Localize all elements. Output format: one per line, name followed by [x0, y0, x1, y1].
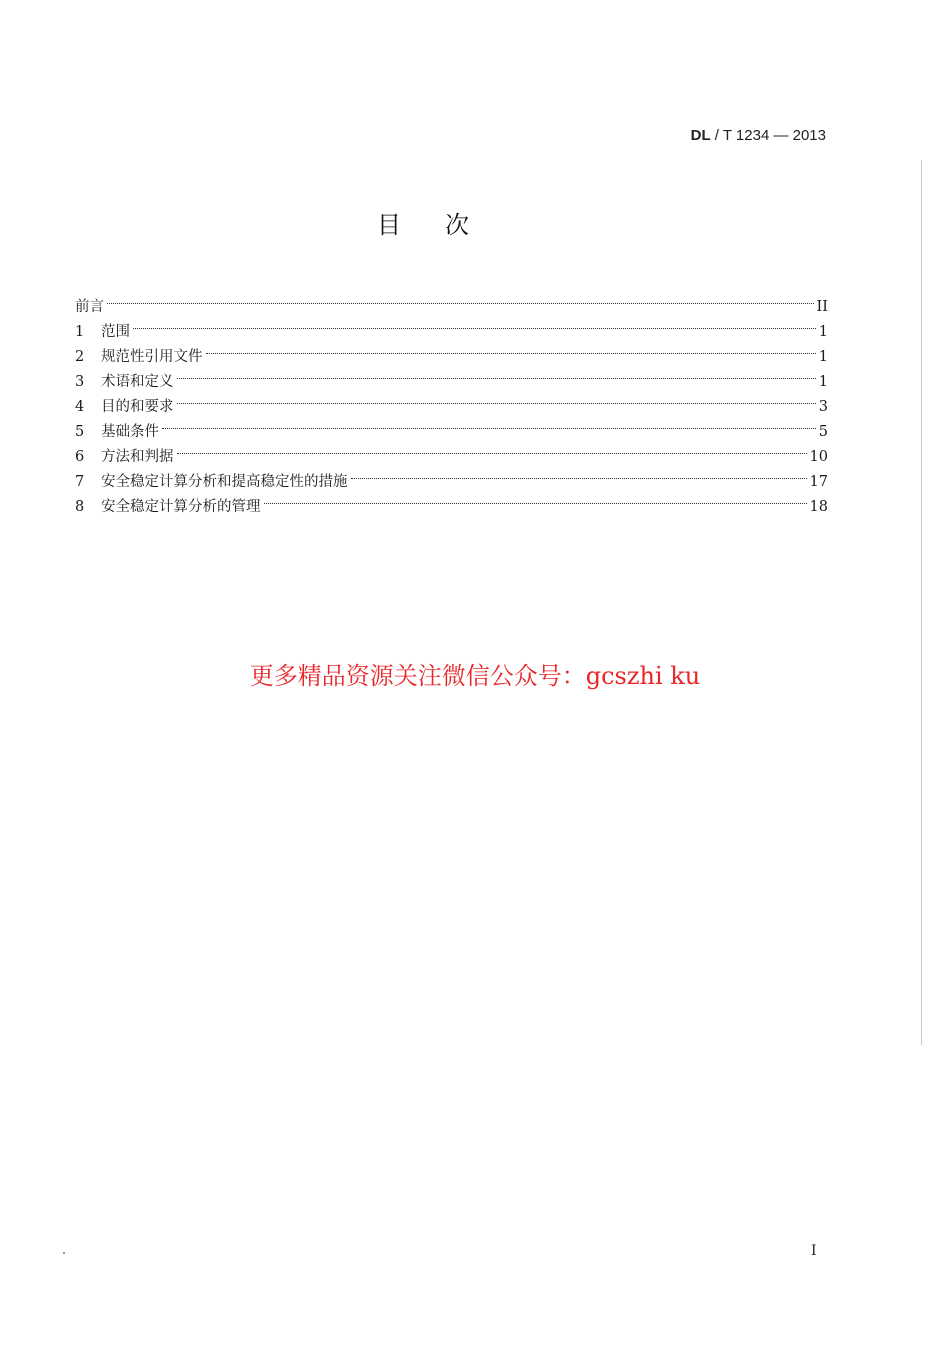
toc-leader-dots — [264, 486, 807, 511]
toc-item-4[interactable] — [75, 386, 828, 415]
standard-code-number: / T 1234 — 2013 — [710, 127, 826, 144]
toc-item-page: II — [816, 299, 828, 315]
toc-leader-dots — [206, 336, 816, 361]
toc-item-2[interactable] — [75, 336, 828, 365]
toc-leader-dots — [162, 411, 816, 436]
toc-item-number: 6 — [75, 449, 85, 465]
toc-item-page: 5 — [818, 424, 828, 440]
standard-code-prefix: DL — [690, 127, 711, 144]
toc-item-page: 1 — [818, 349, 828, 365]
toc-item-page: 18 — [809, 499, 828, 515]
toc-item-label: 规范性引用文件 — [101, 349, 203, 365]
toc-item-7[interactable] — [75, 461, 828, 490]
toc-item-label: 术语和定义 — [101, 374, 174, 390]
toc-leader-dots — [177, 386, 816, 411]
scan-edge-line — [921, 160, 922, 1045]
promo-watermark-text: 更多精品资源关注微信公众号：gcszhi ku — [249, 662, 701, 690]
toc-item-label: 目的和要求 — [101, 399, 174, 415]
toc-item-label: 安全稳定计算分析的管理 — [101, 499, 261, 515]
toc-item-label: 范围 — [101, 324, 130, 340]
toc-item-number: 5 — [75, 424, 85, 440]
toc-item-number: 4 — [75, 399, 85, 415]
toc-item-preface[interactable] — [75, 286, 828, 315]
toc-leader-dots — [107, 286, 814, 311]
toc-item-label: 安全稳定计算分析和提高稳定性的措施 — [101, 474, 348, 490]
toc-item-3[interactable] — [75, 361, 828, 390]
page-number: I — [811, 1243, 817, 1259]
toc-item-number: 3 — [75, 374, 85, 390]
page-title: 目次 — [377, 211, 513, 239]
standard-code — [691, 127, 826, 144]
toc-item-number: 2 — [75, 349, 85, 365]
toc-leader-dots — [133, 311, 816, 336]
table-of-contents — [75, 286, 828, 515]
toc-item-page: 1 — [818, 374, 828, 390]
scan-speck — [63, 1252, 65, 1254]
toc-leader-dots — [177, 361, 816, 386]
toc-item-6[interactable] — [75, 436, 828, 465]
toc-leader-dots — [177, 436, 807, 461]
toc-item-number: 1 — [75, 324, 85, 340]
toc-item-page: 1 — [818, 324, 828, 340]
toc-item-page: 17 — [809, 474, 828, 490]
toc-item-number: 7 — [75, 474, 85, 490]
toc-item-1[interactable] — [75, 311, 828, 340]
toc-item-label: 前言 — [75, 299, 104, 315]
toc-leader-dots — [351, 461, 807, 486]
toc-item-label: 方法和判据 — [101, 449, 174, 465]
toc-item-number: 8 — [75, 499, 85, 515]
toc-item-page: 3 — [818, 399, 828, 415]
toc-item-5[interactable] — [75, 411, 828, 440]
toc-item-label: 基础条件 — [101, 424, 159, 440]
toc-item-page: 10 — [809, 449, 828, 465]
